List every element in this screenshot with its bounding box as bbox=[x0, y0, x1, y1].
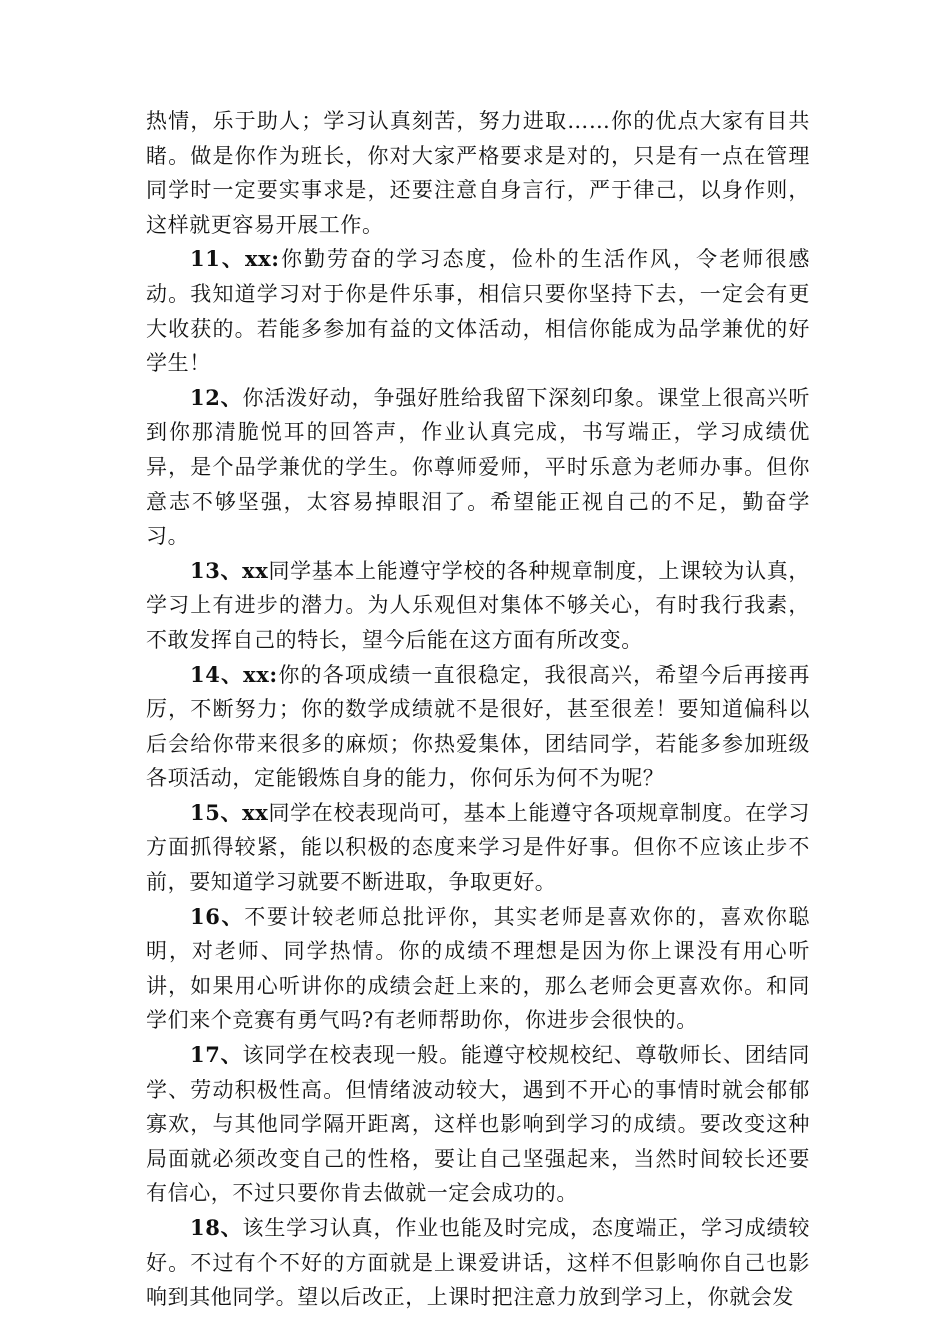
comment-number: 14、xx: bbox=[190, 661, 278, 687]
paragraph-continuation bbox=[146, 104, 810, 242]
comment-paragraph-14 bbox=[146, 658, 810, 796]
comment-paragraph-13 bbox=[146, 554, 810, 658]
paragraph-text: 热情，乐于助人；学习认真刻苦，努力进取……你的优点大家有目共睹。做是你作为班长，你对大家严格要求是对的，只是有一点在管理同学时一定要实事求是，还要注意自身言行，严于律己，以身作则，这样就更容易开展工作。 bbox=[146, 109, 810, 237]
comment-number: 13、xx bbox=[190, 557, 269, 583]
paragraph-text: 该生学习认真，作业也能及时完成，态度端正，学习成绩较好。不过有个不好的方面就是上课爱讲话，这样不但影响你自己也影响到其他同学。望以后改正，上课时把注意力放到学习上，你就会发 bbox=[146, 1216, 810, 1310]
comment-paragraph-18 bbox=[146, 1211, 810, 1315]
comment-number: 15、xx bbox=[190, 799, 269, 825]
comment-number: 11、xx: bbox=[190, 246, 280, 272]
paragraph-text: 该同学在校表现一般。能遵守校规校纪、尊敬师长、团结同学、劳动积极性高。但情绪波动较大，遇到不开心的事情时就会郁郁寡欢，与其他同学隔开距离，这样也影响到学习的成绩。要改变这种局面就必须改变自己的性格，要让自己坚强起来，当然时间较长还要有信心，不过只要你肯去做就一定会成功的。 bbox=[146, 1043, 810, 1206]
document-page bbox=[146, 104, 810, 1315]
comment-paragraph-17 bbox=[146, 1038, 810, 1211]
comment-number: 18、 bbox=[190, 1215, 243, 1240]
comment-number: 12、 bbox=[190, 384, 243, 410]
paragraph-text: 你活泼好动，争强好胜给我留下深刻印象。课堂上很高兴听到你那清脆悦耳的回答声，作业认真完成，书写端正，学习成绩优异，是个品学兼优的学生。你尊师爱师，平时乐意为老师办事。但你意志不够坚强，太容易掉眼泪了。希望能正视自己的不足，勤奋学习。 bbox=[146, 385, 810, 549]
paragraph-text: 你勤劳奋的学习态度，俭朴的生活作风，令老师很感动。我知道学习对于你是件乐事，相信只要你坚持下去，一定会有更大收获的。若能多参加有益的文体活动，相信你能成为品学兼优的好学生！ bbox=[146, 247, 810, 376]
paragraph-text: 你的各项成绩一直很稳定，我很高兴，希望今后再接再厉，不断努力；你的数学成绩就不是很好，甚至很差！要知道偏科以后会给你带来很多的麻烦；你热爱集体，团结同学，若能多参加班级各项活动，定能锻炼自身的能力，你何乐为何不为呢？ bbox=[146, 662, 810, 791]
comment-number: 17、 bbox=[190, 1042, 243, 1068]
comment-paragraph-12 bbox=[146, 381, 810, 554]
paragraph-text: 同学在校表现尚可，基本上能遵守各项规章制度。在学习方面抓得较紧，能以积极的态度来学习是件好事。但你不应该止步不前，要知道学习就要不断进取，争取更好。 bbox=[146, 800, 811, 895]
comment-number: 16、 bbox=[190, 903, 245, 929]
paragraph-text: 不要计较老师总批评你，其实老师是喜欢你的，喜欢你聪明，对老师、同学热情。你的成绩不理想是因为你上课没有用心听讲，如果用心听讲你的成绩会赶上来的，那么老师会更喜欢你。和同学们来个竞赛有勇气吗?有老师帮助你，你进步会很快的。 bbox=[146, 904, 811, 1033]
comment-paragraph-11 bbox=[146, 242, 810, 380]
paragraph-text: 同学基本上能遵守学校的各种规章制度，上课较为认真，学习上有进步的潜力。为人乐观但对集体不够关心，有时我行我素，不敢发挥自己的特长，望今后能在这方面有所改变。 bbox=[146, 558, 811, 652]
comment-paragraph-16 bbox=[146, 900, 810, 1038]
comment-paragraph-15 bbox=[146, 796, 810, 900]
